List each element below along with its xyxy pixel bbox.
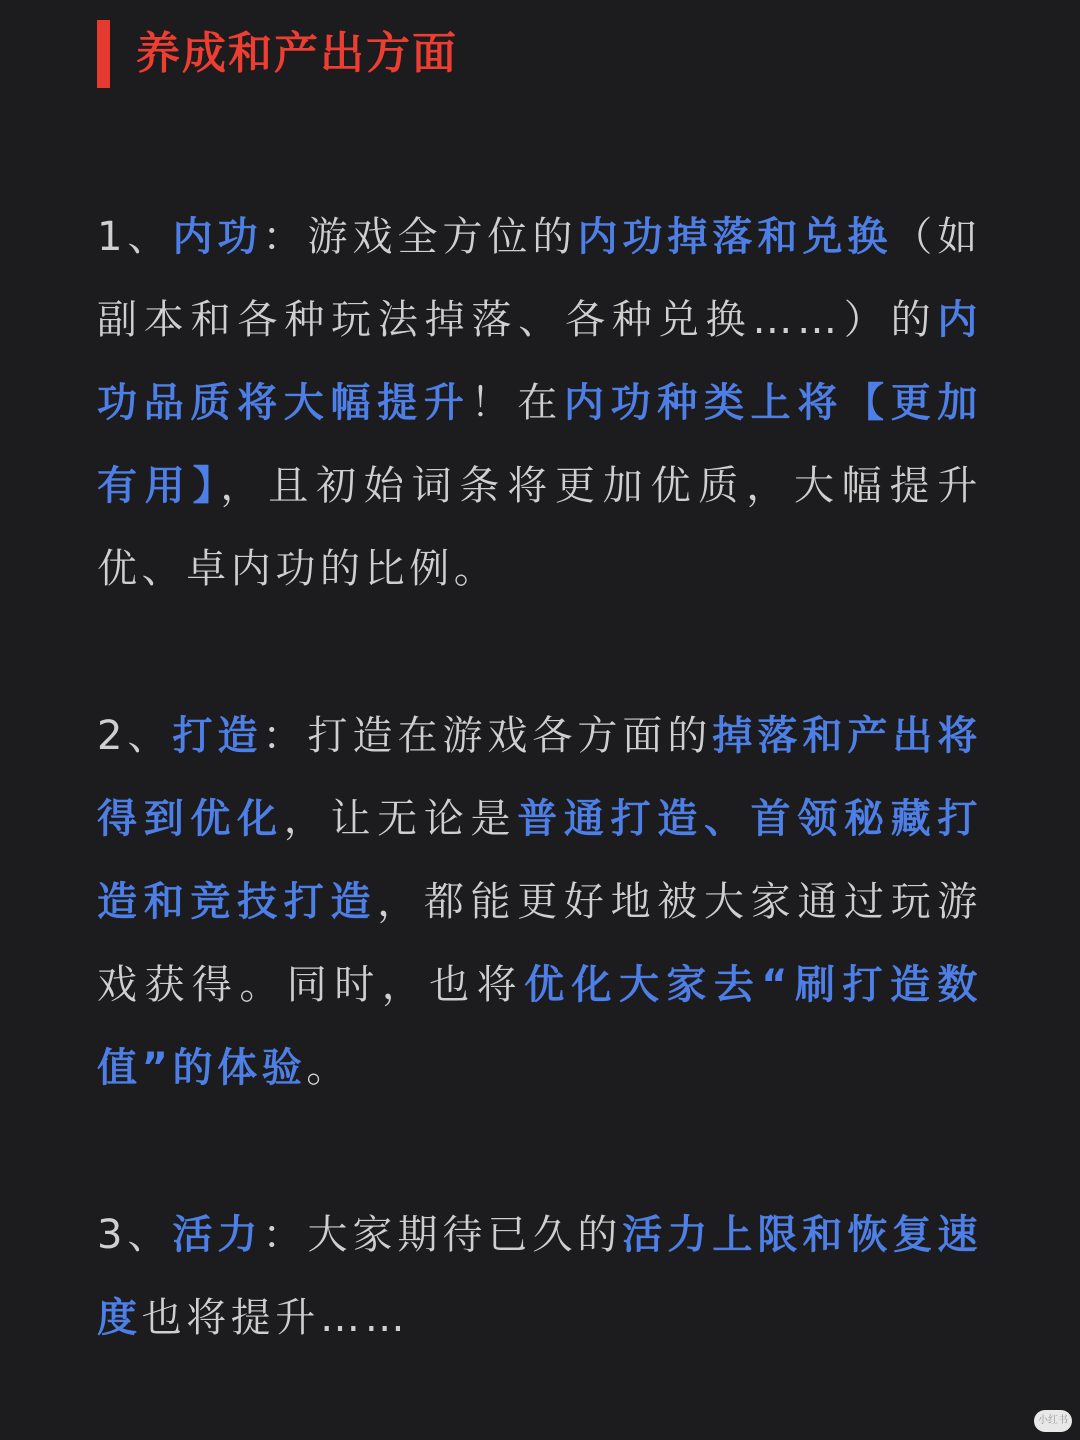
paragraph-huoli (97, 1194, 982, 1360)
body-text: 1、 (97, 214, 173, 260)
highlighted-text: 掉落和产出将得到优化 (97, 713, 983, 842)
highlighted-text: 普通打造、首领秘藏打造和竞技打造 (97, 796, 983, 925)
highlighted-text: 内功品质将大幅提升 (97, 297, 982, 426)
highlighted-text: 活力 (172, 1212, 263, 1258)
paragraph-neigong (97, 196, 982, 611)
heading-accent-bar (97, 20, 110, 88)
body-text: 3、 (97, 1212, 173, 1258)
highlighted-text: 优化大家去“刷打造数值”的体验 (97, 962, 982, 1091)
body-text: ！在 (470, 380, 564, 426)
body-text: 。 (306, 1045, 351, 1091)
body-text: 也将提升…… (141, 1295, 410, 1341)
body-text: ：打造在游戏各方面的 (262, 713, 713, 759)
body-text: ，且初始词条将更加优质，大幅提升优、卓内功的比例。 (97, 463, 982, 592)
highlighted-text: 内功种类上将【更加有用】 (97, 380, 983, 509)
section-heading (97, 20, 458, 88)
heading-title: 养成和产出方面 (136, 28, 458, 79)
highlighted-text: 打造 (172, 713, 263, 759)
body-text: ，让无论是 (283, 796, 518, 842)
body-text: ，都能更好地被大家通过玩游戏获得。同时，也将 (97, 879, 982, 1008)
body-text: （如副本和各种玩法掉落、各种兑换……）的 (97, 214, 983, 343)
body-text: 2、 (97, 713, 173, 759)
paragraph-dazao (97, 695, 982, 1110)
highlighted-text: 内功 (172, 214, 263, 260)
highlighted-text: 内功掉落和兑换 (577, 214, 893, 260)
highlighted-text: 活力上限和恢复速度 (97, 1212, 982, 1341)
body-text: ：游戏全方位的 (262, 214, 578, 260)
watermark-logo: 小红书 (1034, 1410, 1072, 1432)
body-text: ：大家期待已久的 (262, 1212, 623, 1258)
